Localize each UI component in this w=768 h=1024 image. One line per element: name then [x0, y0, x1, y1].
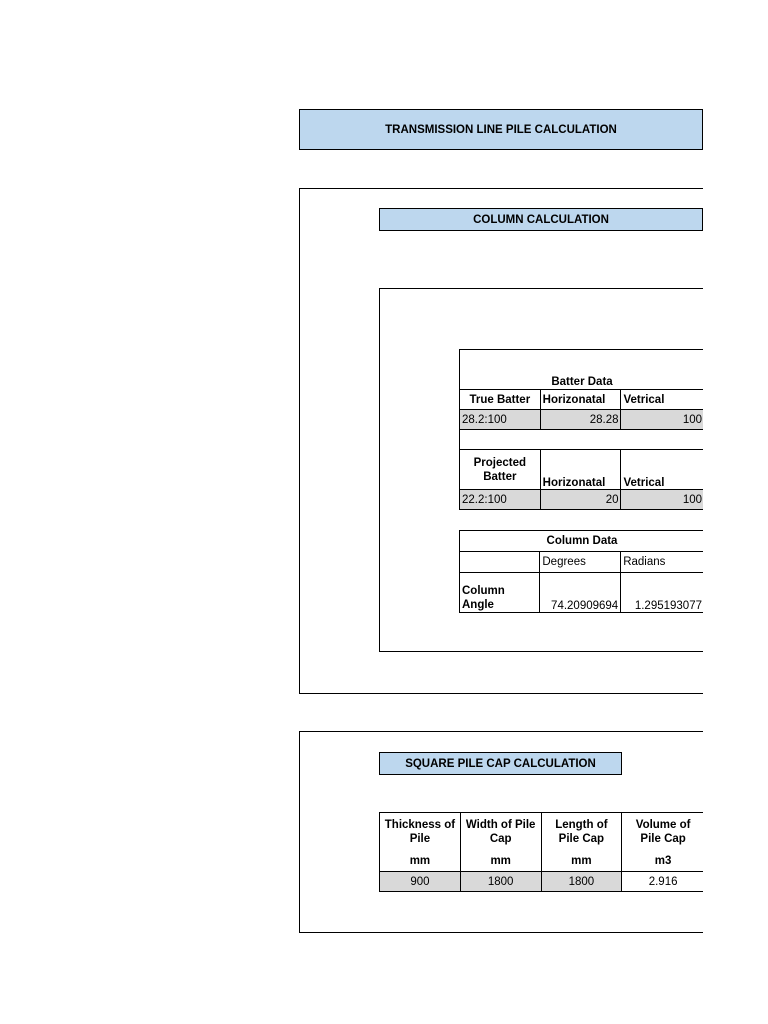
column-data-title: Column Data [460, 531, 704, 552]
pile-cap-header-volume-line2: Pile Cap [640, 832, 686, 845]
column-angle-radians: 1.295193077 [621, 573, 703, 613]
column-data-blank-header [460, 552, 540, 573]
projected-batter-header-line2: Batter [483, 470, 517, 483]
projected-batter-horizontal-header: Horizonatal [540, 450, 621, 490]
pile-cap-table [379, 812, 703, 892]
projected-batter-header [460, 450, 541, 490]
projected-batter-ratio: 22.2:100 [460, 490, 541, 510]
column-section-title-text: COLUMN CALCULATION [473, 213, 609, 226]
pile-cap-section-title [379, 752, 622, 775]
pile-cap-value-width: 1800 [460, 872, 541, 892]
pile-cap-value-thickness: 900 [380, 872, 461, 892]
column-angle-label-line1: Column [462, 585, 505, 597]
main-title-text: TRANSMISSION LINE PILE CALCULATION [385, 123, 617, 136]
batter-data-title: Batter Data [460, 350, 704, 390]
column-section-title [379, 208, 703, 231]
pile-cap-value-volume: 2.916 [622, 872, 703, 892]
pile-cap-header-length-line1: Length of [555, 818, 608, 831]
pile-cap-header-volume [622, 813, 703, 851]
projected-batter-vertical-header: Vetrical [621, 450, 703, 490]
batter-spacer-row [460, 430, 704, 450]
batter-data-table [459, 349, 703, 510]
true-batter-header: True Batter [460, 390, 541, 410]
pile-cap-header-thickness [380, 813, 461, 851]
pile-cap-header-width [460, 813, 541, 851]
pile-cap-header-thickness-line1: Thickness of [384, 818, 456, 831]
pile-cap-header-length-line2: Pile Cap [558, 832, 605, 845]
pile-cap-header-width-line2: Cap [489, 832, 512, 845]
column-data-degrees-header: Degrees [540, 552, 621, 573]
pile-cap-value-length: 1800 [541, 872, 622, 892]
projected-batter-header-line1: Projected [473, 456, 527, 469]
pile-cap-header-width-line1: Width of Pile [465, 818, 536, 831]
projected-batter-horizontal: 20 [540, 490, 621, 510]
pile-cap-unit-volume: m3 [622, 851, 703, 872]
true-batter-vertical-header: Vetrical [621, 390, 703, 410]
pile-cap-section-title-text: SQUARE PILE CAP CALCULATION [405, 757, 596, 770]
pile-cap-header-length [541, 813, 622, 851]
pile-cap-header-thickness-line2: Pile [409, 832, 431, 845]
column-angle-label [460, 573, 540, 613]
column-data-radians-header: Radians [621, 552, 703, 573]
pile-cap-unit-width: mm [460, 851, 541, 872]
projected-batter-vertical: 100 [621, 490, 703, 510]
pile-cap-unit-length: mm [541, 851, 622, 872]
pile-cap-header-volume-line1: Volume of [635, 818, 691, 831]
true-batter-horizontal-header: Horizonatal [540, 390, 621, 410]
pile-cap-unit-thickness: mm [380, 851, 461, 872]
true-batter-ratio: 28.2:100 [460, 410, 541, 430]
true-batter-horizontal: 28.28 [540, 410, 621, 430]
column-data-table [459, 530, 703, 613]
column-angle-degrees: 74.20909694 [540, 573, 621, 613]
true-batter-vertical: 100 [621, 410, 703, 430]
column-angle-label-line2: Angle [462, 599, 494, 611]
main-title [299, 109, 703, 150]
